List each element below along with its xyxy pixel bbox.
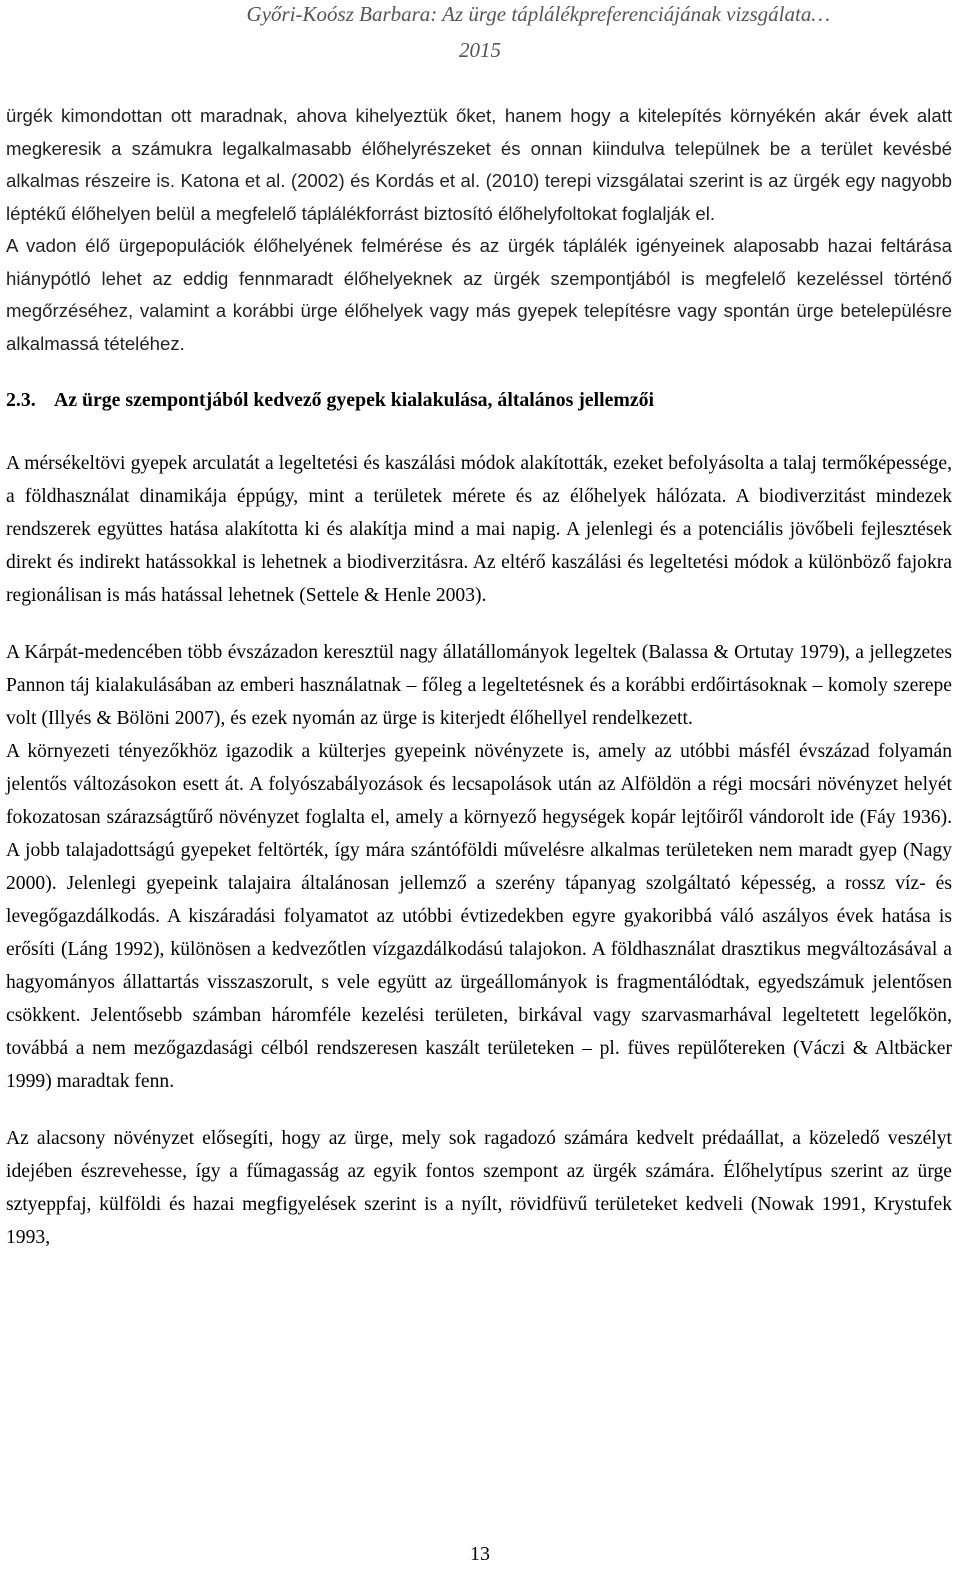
section-number: 2.3. <box>6 389 36 411</box>
header-year: 2015 <box>459 38 501 62</box>
section-title: Az ürge szempontjából kedvező gyepek kialakulása, általános jellemzői <box>54 389 655 411</box>
paragraph-carpathian-basin: A Kárpát-medencében több évszázadon keresztül nagy állatállományok legeltek (Balassa & Ortutay 1979), a jellegzetes Pannon táj kialakulásában az emberi használatnak – főleg a legeltetésnek és a korábbi erdőirtásoknak – komoly szerepe volt (Illyés & Bölöni 2007), és ezek nyomán az ürge is kiterjedt élőhellyel rendelkezett. <box>6 642 952 729</box>
paragraph-environmental-factors: A környezeti tényezőkhöz igazodik a külterjes gyepeink növényzete is, amely az utóbbi másfél évszázad folyamán jelentős változásokon esett át. A folyószabályozások és lecsapolások után az Alföldön a régi mocsári növényzet helyét fokozatosan szárazságtűrő növényzet foglalta el, amely a környező hegységek kopár lejtőiről vándorolt ide (Fáy 1936). A jobb talajadottságú gyepeket feltörték, így mára szántóföldi művelésre alkalmas területeken nem maradt gyep (Nagy 2000). Jelenlegi gyepeink talajaira általánosan jellemző a szerény tápanyag szolgáltató képesség, a rossz víz- és levegőgazdálkodás. A kiszáradási folyamatot az utóbbi évtizedekben egyre gyakoribbá váló aszályos évek hatása is erősíti (Láng 1992), különösen a kedvezőtlen vízgazdálkodású talajokon. A földhasználat drasztikus megváltozásával a hagyományos állattartás visszaszorult, s vele együtt az ürgeállományok is fragmentálódtak, egyedszámuk jelentősen csökkent. Jelentősebb számban háromféle kezelési területen, birkával vagy szarvasmarhával legeltetett legelőkön, továbbá a nem mezőgazdasági célból rendszeresen kaszált területeken – pl. füves repülőtereken (Váczi & Altbäcker 1999) maradtak fenn. <box>6 741 952 1092</box>
paragraph-temperate-grasslands: A mérsékeltövi gyepek arculatát a legeltetési és kaszálási módok alakították, ezeket befolyásolta a talaj termőképessége, a földhasználat dinamikája éppúgy, mint a területek mérete és az élőhelyek hálózata. A biodiverzitást mindezek rendszerek együttes hatása alakította ki és alakítja mind a mai napig. A jelenlegi és a potenciális jövőbeli fejlesztések direkt és indirekt hatássokkal is lehetnek a biodiverzitásra. Az eltérő kaszálási és legeltetési módok a különböző fajokra regionálisan is más hatással lehetnek (Settele & Henle 2003). <box>6 453 952 606</box>
running-title: Győri-Koósz Barbara: Az ürge táplálékpreferenciájának vizsgálata… <box>246 2 830 26</box>
paragraph-relocation: ürgék kimondottan ott maradnak, ahova kihelyeztük őket, hanem hogy a kitelepítés környékén akár évek alatt megkeresik a számukra legalkalmasabb élőhelyrészeket és onnan kiindulva települnek be a terület kevésbé alkalmas részeire is. Katona et al. (2002) és Kordás et al. (2010) terepi vizsgálatai szerint is az ürgék egy nagyobb léptékű élőhelyen belül a megfelelő táplálékforrást biztosító élőhelyfoltokat foglalják el. <box>6 105 952 224</box>
page-body <box>6 100 952 1254</box>
section-heading <box>6 384 952 417</box>
paragraph-habitat-survey: A vadon élő ürgepopulációk élőhelyének felmérése és az ürgék táplálék igényeinek alaposabb hazai feltárása hiánypótló lehet az eddig fennmaradt élőhelyeknek az ürgék szempontjából is megfelelő kezeléssel történő megőrzéséhez, valamint a korábbi ürge élőhelyek vagy más gyepek telepítésre vagy spontán ürge betelepülésre alkalmassá tételéhez. <box>6 235 952 354</box>
paragraph-low-vegetation: Az alacsony növényzet elősegíti, hogy az ürge, mely sok ragadozó számára kedvelt prédaállat, a közeledő veszélyt idejében észrevehesse, így a fűmagasság az egyik fontos szempont az ürgék számára. Élőhelytípus szerint az ürge sztyeppfaj, külföldi és hazai megfigyelések szerint is a nyílt, rövidfüvű területeket kedveli (Nowak 1991, Krystufek 1993, <box>6 1128 952 1248</box>
page-number: 13 <box>470 1543 490 1565</box>
